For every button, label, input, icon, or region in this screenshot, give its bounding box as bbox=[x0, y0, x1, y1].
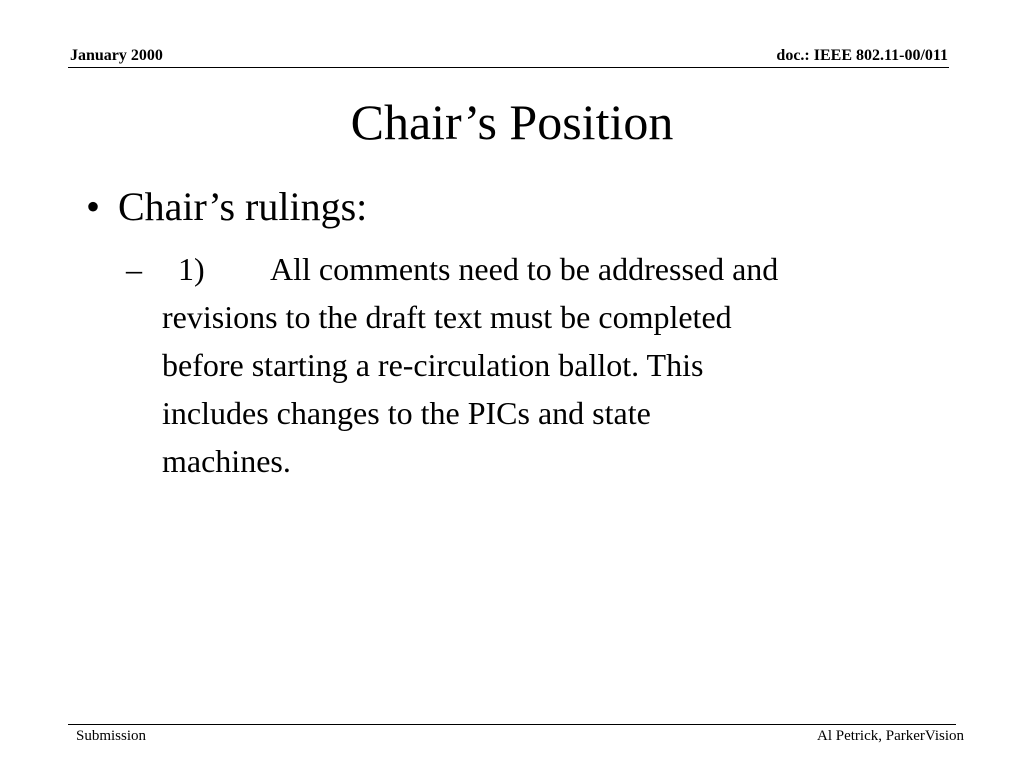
header-date: January 2000 bbox=[70, 47, 163, 64]
bullet-text: Chair’s rulings: bbox=[118, 184, 368, 229]
header-doc-id: doc.: IEEE 802.11-00/011 bbox=[776, 47, 948, 64]
bullet-item bbox=[86, 183, 367, 231]
footer-author: Al Petrick, ParkerVision bbox=[817, 728, 964, 744]
sub-bullet-line-1 bbox=[126, 245, 916, 293]
sub-bullet-item bbox=[126, 245, 916, 485]
footer-divider bbox=[68, 724, 956, 725]
sub-bullet-line-2: revisions to the draft text must be completed bbox=[162, 299, 732, 335]
header-divider bbox=[68, 67, 949, 68]
slide-title: Chair’s Position bbox=[350, 94, 674, 150]
footer-submission: Submission bbox=[76, 728, 147, 744]
sub-bullet-line-4: includes changes to the PICs and state bbox=[162, 395, 651, 431]
sub-bullet-marker: – bbox=[126, 251, 142, 287]
sub-bullet-number: 1) bbox=[178, 251, 205, 287]
sub-bullet-text: All comments need to be addressed and bbox=[270, 251, 779, 287]
sub-bullet-line-5: machines. bbox=[162, 443, 291, 479]
sub-bullet-line-3: before starting a re-circulation ballot. This bbox=[162, 347, 704, 383]
bullet-marker: • bbox=[86, 184, 101, 229]
